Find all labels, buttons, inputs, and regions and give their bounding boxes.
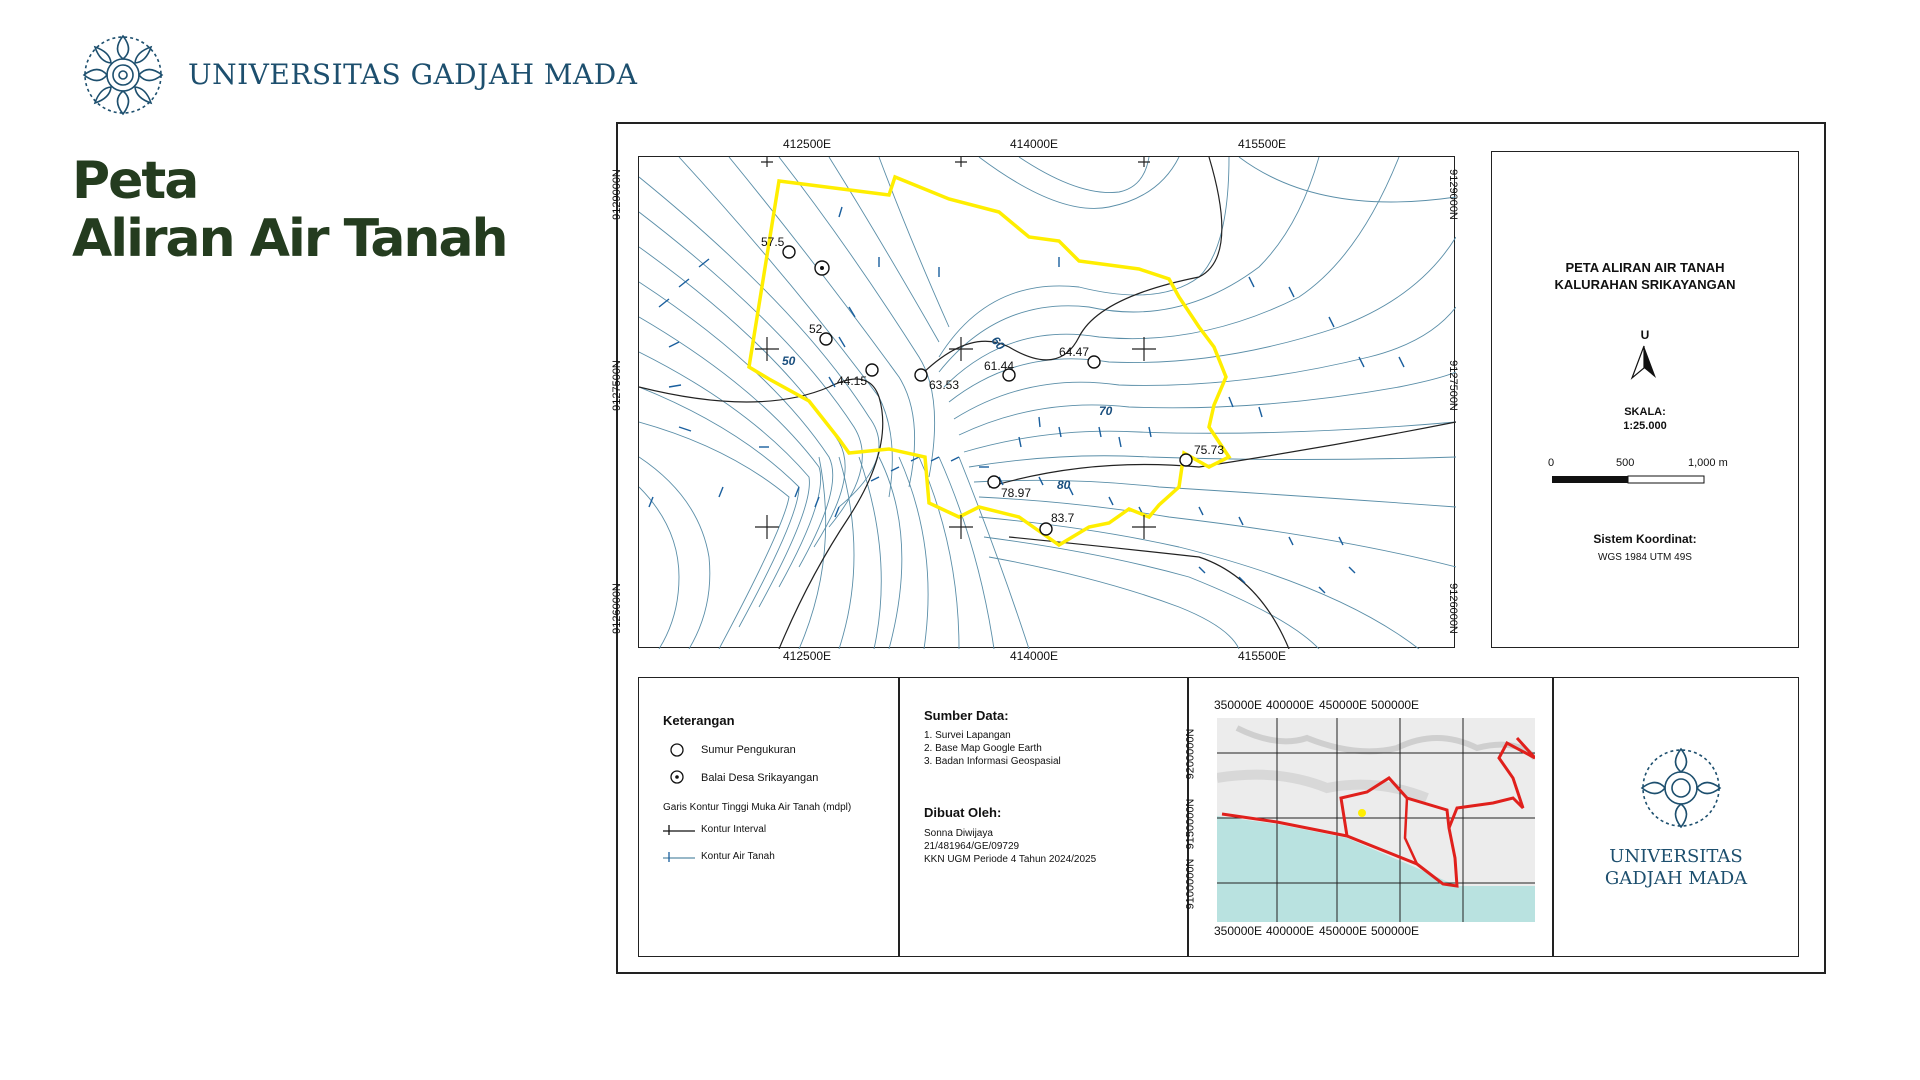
author-program: KKN UGM Periode 4 Tahun 2024/2025 (924, 854, 1097, 865)
scalebar-label-1000: 1,000 m (1688, 457, 1728, 469)
inset-x-tick-bottom: 400000E (1266, 924, 1315, 938)
ugm-emblem-icon (1636, 743, 1726, 833)
legend-title: Keterangan (663, 713, 735, 728)
well-44.15 (866, 364, 878, 376)
source-item: 1. Survei Lapangan (924, 730, 1011, 741)
main-map (638, 156, 1455, 648)
inset-x-tick-top: 350000E (1214, 698, 1263, 712)
well-label: 83.7 (1051, 511, 1075, 525)
interval-legend-icon (663, 823, 697, 837)
well-label: 75.73 (1194, 443, 1225, 457)
inset-y-tick-left: 9150000N (1184, 798, 1197, 850)
contour-label: 50 (782, 354, 796, 368)
author-name: Sonna Diwijaya (924, 828, 993, 839)
inset-x-tick-bottom: 350000E (1214, 924, 1263, 938)
legend-well: Sumur Pengukuran (701, 744, 796, 756)
legend-groundwater: Kontur Air Tanah (701, 851, 775, 862)
contour-label: 80 (1057, 478, 1071, 492)
x-tick-top: 415500E (1238, 137, 1287, 151)
well-64.47 (1088, 356, 1100, 368)
scale-value: 1:25.000 (1623, 420, 1667, 432)
legend-contour-group: Garis Kontur Tinggi Muka Air Tanah (mdpl) (663, 802, 852, 813)
groundwater-contours (639, 157, 1456, 649)
ugm-emblem-icon (78, 30, 168, 120)
contour-label: 70 (1099, 404, 1113, 418)
well-label: 52 (809, 322, 823, 336)
title-line-2: Aliran Air Tanah (72, 209, 507, 269)
scale-label: SKALA: (1624, 406, 1666, 418)
page-title (72, 152, 507, 268)
well-label: 78.97 (1001, 486, 1032, 500)
balai-desa-marker (815, 261, 829, 275)
source-title: Sumber Data: (924, 708, 1009, 723)
university-name: UNIVERSITAS GADJAH MADA (188, 58, 638, 91)
footer-logo-line1: UNIVERSITAS (1609, 846, 1743, 867)
title-line-1: Peta (72, 151, 198, 211)
x-tick-bottom: 414000E (1010, 649, 1059, 663)
coord-value: WGS 1984 UTM 49S (1598, 552, 1692, 563)
y-tick-right: 9127500N (1446, 360, 1459, 411)
y-tick-left: 9126000N (610, 583, 623, 634)
office-legend-icon (669, 769, 685, 785)
well-57.5 (783, 246, 795, 258)
map-canvas (639, 157, 1456, 649)
well-label: 63.53 (929, 378, 960, 392)
contour-label: 60 (988, 333, 1008, 353)
y-tick-right: 9129000N (1446, 169, 1459, 220)
scale-bar (1552, 474, 1707, 486)
x-tick-top: 412500E (783, 137, 832, 151)
y-tick-left: 9129000N (610, 169, 623, 220)
map-title-line1: PETA ALIRAN AIR TANAH (1565, 260, 1725, 275)
well-78.97 (988, 476, 1000, 488)
well-label: 64.47 (1059, 345, 1090, 359)
inset-x-tick-bottom: 500000E (1371, 924, 1420, 938)
footer-logo-line2: GADJAH MADA (1604, 868, 1748, 889)
author-nim: 21/481964/GE/09729 (924, 841, 1020, 852)
title-panel (1491, 151, 1799, 648)
y-tick-right: 9126000N (1446, 583, 1459, 634)
scalebar-label-0: 0 (1548, 457, 1555, 469)
x-tick-bottom: 415500E (1238, 649, 1287, 663)
divider (1552, 678, 1554, 956)
groundwater-legend-icon (663, 850, 697, 864)
source-item: 2. Base Map Google Earth (924, 743, 1042, 754)
x-tick-bottom: 412500E (783, 649, 832, 663)
well-label: 57.5 (761, 235, 785, 249)
author-title: Dibuat Oleh: (924, 805, 1002, 820)
inset-y-tick-left: 9100000N (1184, 858, 1197, 910)
map-frame (610, 122, 1826, 974)
inset-x-tick-top: 500000E (1371, 698, 1420, 712)
interval-contours (639, 157, 1456, 649)
bottom-panel (638, 677, 1799, 957)
inset-x-tick-top: 400000E (1266, 698, 1315, 712)
divider (898, 678, 900, 956)
well-markers (783, 246, 1192, 535)
source-item: 3. Badan Informasi Geospasial (924, 756, 1061, 767)
scalebar-label-500: 500 (1616, 457, 1635, 469)
coord-label: Sistem Koordinat: (1593, 532, 1697, 546)
inset-x-tick-bottom: 450000E (1319, 924, 1368, 938)
flow-arrows (649, 207, 1404, 593)
legend-office: Balai Desa Srikayangan (701, 772, 819, 784)
north-arrow-icon (1629, 344, 1659, 380)
north-label: U (1640, 328, 1650, 342)
well-63.53 (915, 369, 927, 381)
inset-x-tick-top: 450000E (1319, 698, 1368, 712)
x-tick-top: 414000E (1010, 137, 1059, 151)
y-tick-left: 9127500N (610, 360, 623, 411)
header-logo (78, 30, 1278, 130)
well-75.73 (1180, 454, 1192, 466)
inset-y-tick-left: 9200000N (1184, 728, 1197, 780)
map-title-line2: KALURAHAN SRIKAYANGAN (1554, 277, 1736, 292)
well-label: 44.15 (837, 374, 868, 388)
legend-interval: Kontur Interval (701, 824, 767, 835)
inset-map (1217, 718, 1535, 922)
well-legend-icon (669, 742, 685, 758)
well-label: 61.44 (984, 359, 1015, 373)
